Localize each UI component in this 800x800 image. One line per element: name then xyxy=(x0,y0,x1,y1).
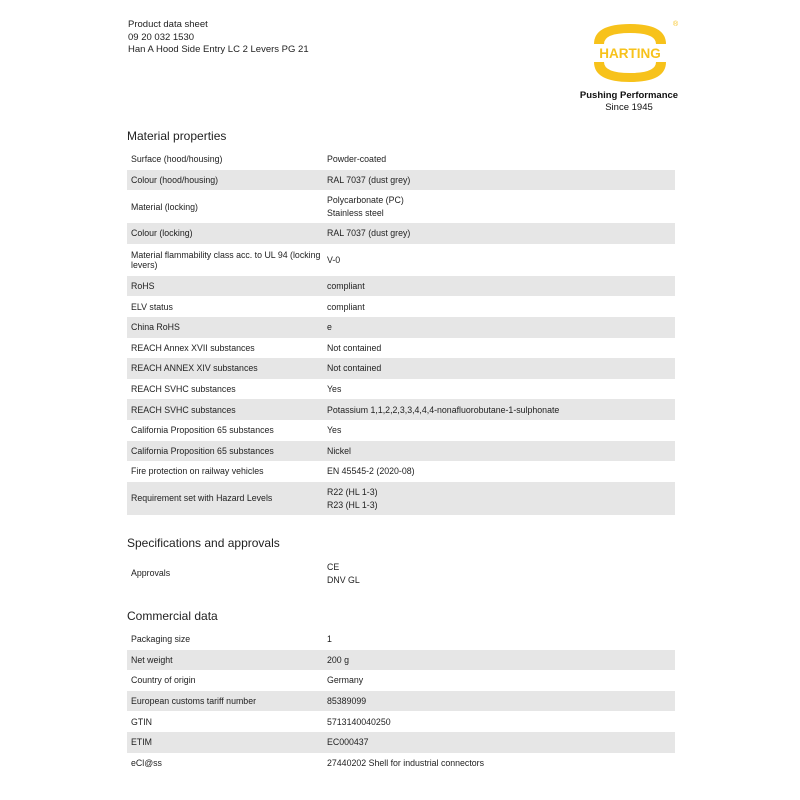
property-name: REACH SVHC substances xyxy=(131,404,236,415)
property-value xyxy=(327,446,675,456)
table-row xyxy=(127,317,675,338)
property-name: ELV status xyxy=(131,301,173,312)
value-line: Not contained xyxy=(327,363,382,374)
property-value xyxy=(327,302,675,312)
table-row xyxy=(127,558,675,588)
value-line: compliant xyxy=(327,301,365,312)
property-value xyxy=(327,154,675,164)
property-name: GTIN xyxy=(131,716,153,727)
property-name: REACH Annex XVII substances xyxy=(131,342,255,353)
property-name: RoHS xyxy=(131,281,155,292)
property-name: Requirement set with Hazard Levels xyxy=(131,493,273,504)
value-line: Yes xyxy=(327,425,342,436)
table-row xyxy=(127,732,675,753)
property-value xyxy=(327,487,675,510)
property-value xyxy=(327,675,675,685)
property-name: Colour (hood/housing) xyxy=(131,174,219,185)
property-value xyxy=(327,255,675,265)
table-row xyxy=(127,629,675,650)
value-line: Polycarbonate (PC) xyxy=(327,195,404,206)
logo-wordmark: HARTING xyxy=(599,46,661,61)
property-value xyxy=(327,696,675,706)
value-line: Germany xyxy=(327,675,364,686)
property-name: eCl@ss xyxy=(131,757,162,768)
property-value xyxy=(327,343,675,353)
value-line: CE xyxy=(327,561,340,572)
table-row xyxy=(127,420,675,441)
property-value xyxy=(327,384,675,394)
value-line: Nickel xyxy=(327,445,351,456)
property-name: Approvals xyxy=(131,568,171,578)
value-line: R23 (HL 1-3) xyxy=(327,499,378,510)
property-value xyxy=(327,717,675,727)
property-value xyxy=(327,425,675,435)
value-line: Yes xyxy=(327,384,342,395)
table-row xyxy=(127,358,675,379)
table-row xyxy=(127,276,675,297)
property-value xyxy=(327,737,675,747)
value-line: 1 xyxy=(327,634,332,645)
since-text: Since 1945 xyxy=(605,102,653,113)
property-value xyxy=(327,562,675,585)
material-properties-section xyxy=(127,128,675,515)
property-value xyxy=(327,466,675,476)
commercial-table xyxy=(127,629,675,773)
brand-tagline xyxy=(574,90,684,114)
part-number: 09 20 032 1530 xyxy=(128,31,195,43)
property-name: ETIM xyxy=(131,737,153,748)
value-line: 85389099 xyxy=(327,696,367,707)
table-row xyxy=(127,149,675,170)
section-title: Material properties xyxy=(127,129,227,143)
section-title: Commercial data xyxy=(127,609,218,623)
property-name: California Proposition 65 substances xyxy=(131,445,274,456)
property-value xyxy=(327,405,675,415)
value-line: V-0 xyxy=(327,254,341,265)
property-name: Fire protection on railway vehicles xyxy=(131,466,264,477)
value-line: Stainless steel xyxy=(327,208,384,219)
property-name: Material (locking) xyxy=(131,201,198,212)
value-line: DNV GL xyxy=(327,574,360,585)
property-value xyxy=(327,322,675,332)
property-name: Surface (hood/housing) xyxy=(131,154,223,165)
table-row xyxy=(127,399,675,420)
value-line: EC000437 xyxy=(327,737,369,748)
section-title: Specifications and approvals xyxy=(127,536,280,550)
property-name: Material flammability class acc. to UL 94 (locking levers) xyxy=(131,249,321,270)
property-name: REACH ANNEX XIV substances xyxy=(131,363,258,374)
value-line: 27440202 Shell for industrial connectors xyxy=(327,757,484,768)
document-header xyxy=(128,19,309,57)
table-row xyxy=(127,482,675,515)
property-name: REACH SVHC substances xyxy=(131,384,236,395)
product-name: Han A Hood Side Entry LC 2 Levers PG 21 xyxy=(128,44,309,55)
property-name: Net weight xyxy=(131,654,173,665)
property-name: Colour (locking) xyxy=(131,228,193,239)
specifications-section xyxy=(127,535,675,588)
property-name: China RoHS xyxy=(131,322,180,333)
table-row xyxy=(127,691,675,712)
value-line: RAL 7037 (dust grey) xyxy=(327,174,411,185)
property-value xyxy=(327,363,675,373)
table-row xyxy=(127,338,675,359)
value-line: R22 (HL 1-3) xyxy=(327,486,378,497)
specifications-table xyxy=(127,558,675,588)
table-row xyxy=(127,244,675,276)
property-value xyxy=(327,175,675,185)
property-value xyxy=(327,195,675,218)
value-line: EN 45545-2 (2020-08) xyxy=(327,466,415,477)
table-row xyxy=(127,296,675,317)
property-value xyxy=(327,281,675,291)
table-row xyxy=(127,170,675,191)
value-line: Not contained xyxy=(327,342,382,353)
property-name: Country of origin xyxy=(131,675,196,686)
property-name: California Proposition 65 substances xyxy=(131,425,274,436)
material-properties-table xyxy=(127,149,675,515)
table-row xyxy=(127,650,675,671)
value-line: e xyxy=(327,322,332,333)
property-name: European customs tariff number xyxy=(131,696,257,707)
property-value xyxy=(327,634,675,644)
registered-mark: ® xyxy=(673,21,679,28)
commercial-section xyxy=(127,608,675,773)
table-row xyxy=(127,461,675,482)
property-value xyxy=(327,228,675,238)
property-name: Packaging size xyxy=(131,634,191,645)
property-value xyxy=(327,758,675,768)
value-line: 5713140040250 xyxy=(327,716,391,727)
value-line: 200 g xyxy=(327,654,350,665)
value-line: RAL 7037 (dust grey) xyxy=(327,228,411,239)
property-value xyxy=(327,655,675,665)
table-row xyxy=(127,190,675,223)
value-line: compliant xyxy=(327,281,365,292)
value-line: Potassium 1,1,2,2,3,3,4,4,4-nonafluorobutane-1-sulphonate xyxy=(327,404,560,415)
doc-type: Product data sheet xyxy=(128,19,208,30)
value-line: Powder-coated xyxy=(327,154,387,165)
table-row xyxy=(127,711,675,732)
table-row xyxy=(127,379,675,400)
table-row xyxy=(127,441,675,462)
table-row xyxy=(127,670,675,691)
table-row xyxy=(127,223,675,244)
tagline-text: Pushing Performance xyxy=(579,90,679,101)
table-row xyxy=(127,753,675,774)
